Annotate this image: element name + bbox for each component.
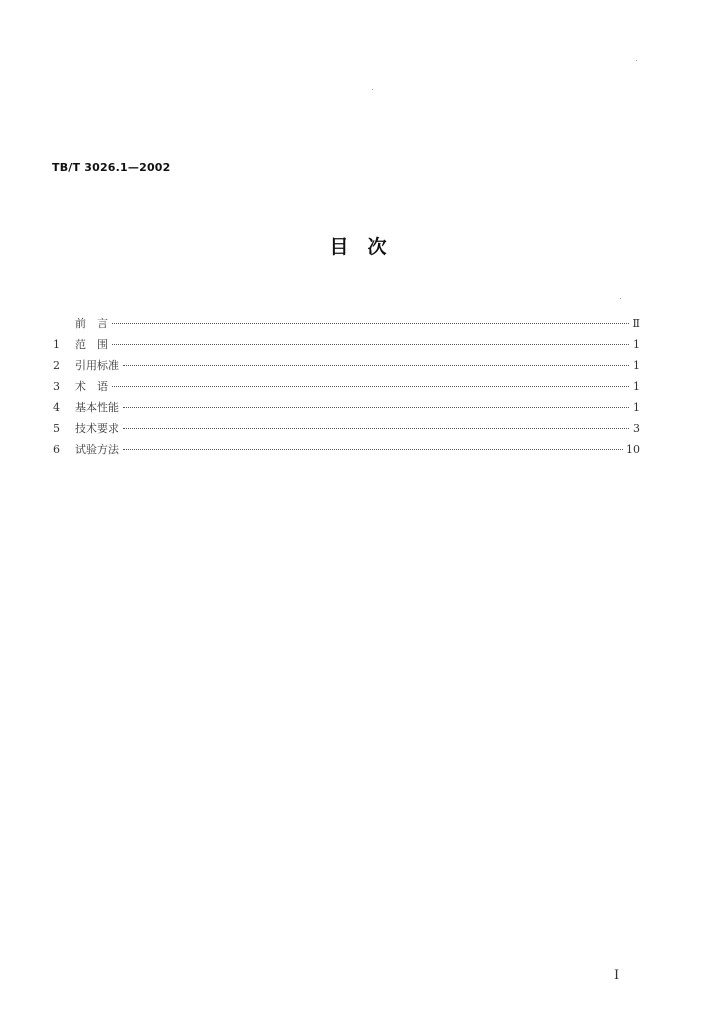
- toc-entry-page: 3: [633, 422, 640, 435]
- toc-list: [53, 313, 640, 460]
- toc-entry-technical-requirements: [53, 418, 640, 439]
- scan-speck: [620, 298, 621, 299]
- toc-entry-label: 基本性能: [75, 401, 119, 414]
- scan-speck: [636, 60, 637, 61]
- toc-entry-number: 5: [53, 422, 60, 435]
- toc-entry-label: 试验方法: [75, 443, 119, 456]
- toc-entry-scope: [53, 334, 640, 355]
- dot-leader: [123, 428, 629, 429]
- dot-leader: [123, 365, 629, 366]
- toc-entry-label: 技术要求: [75, 422, 119, 435]
- toc-entry-test-methods: [53, 439, 640, 460]
- toc-entry-page: 1: [633, 359, 640, 372]
- toc-entry-label: 引用标准: [75, 359, 119, 372]
- toc-entry-label: 前 言: [75, 317, 108, 330]
- toc-entry-normative-references: [53, 355, 640, 376]
- dot-leader: [112, 323, 629, 324]
- toc-entry-number: 1: [53, 338, 60, 351]
- dot-leader: [112, 386, 629, 387]
- toc-entry-number: 2: [53, 359, 60, 372]
- toc-entry-foreword: [53, 313, 640, 334]
- toc-entry-page: 1: [633, 380, 640, 393]
- dot-leader: [112, 344, 629, 345]
- scan-speck: [372, 89, 373, 90]
- standard-code: TB/T 3026.1—2002: [52, 161, 171, 174]
- toc-entry-page: Ⅱ: [632, 317, 640, 330]
- toc-entry-number: 4: [53, 401, 60, 414]
- page-number: I: [614, 968, 620, 983]
- toc-title: 目 次: [329, 236, 387, 258]
- dot-leader: [123, 449, 623, 450]
- toc-entry-number: 3: [53, 380, 60, 393]
- toc-entry-page: 10: [626, 443, 640, 456]
- dot-leader: [123, 407, 629, 408]
- toc-entry-terms: [53, 376, 640, 397]
- toc-entry-page: 1: [633, 401, 640, 414]
- toc-entry-label: 范 围: [75, 338, 108, 351]
- toc-entry-label: 术 语: [75, 380, 108, 393]
- toc-entry-page: 1: [633, 338, 640, 351]
- toc-entry-basic-performance: [53, 397, 640, 418]
- toc-entry-number: 6: [53, 443, 60, 456]
